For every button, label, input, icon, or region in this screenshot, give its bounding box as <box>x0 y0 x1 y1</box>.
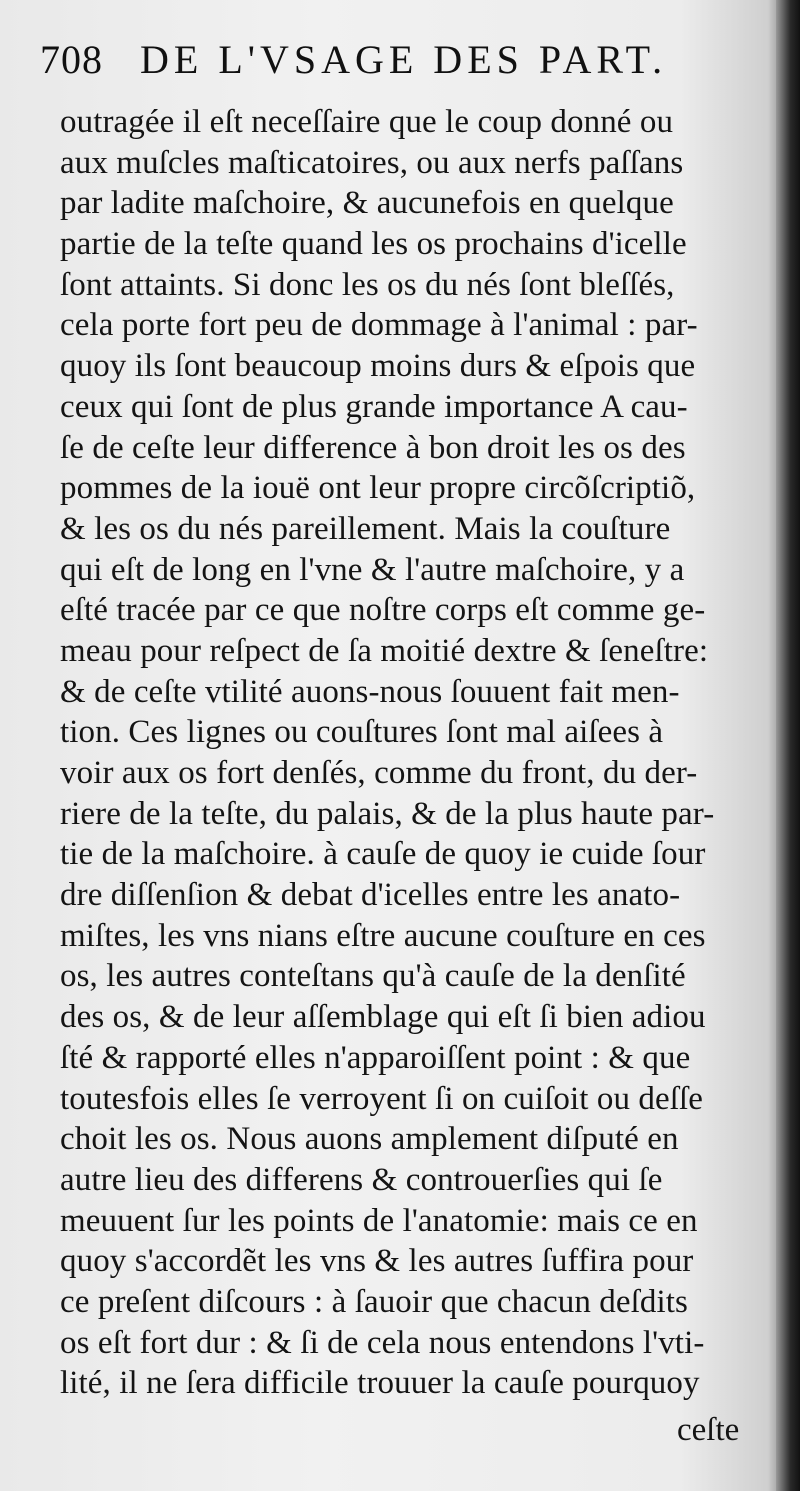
text-line: des os, & de leur aſſemblage qui eſt ſi bien adiou <box>60 999 706 1036</box>
text-line: partie de la teſte quand les os prochains d'icelle <box>60 226 687 263</box>
text-line: cela porte fort peu de dommage à l'animal : par- <box>60 307 698 344</box>
page-edge-shadow <box>776 0 800 1491</box>
text-line: ſté & rapporté elles n'apparoiſſent point : & que <box>60 1039 691 1076</box>
text-line: pommes de la iouë ont leur propre circõſcriptiõ, <box>60 470 696 507</box>
text-line: meuuent ſur les points de l'anatomie: mais ce en <box>60 1202 698 1239</box>
text-line: autre lieu des differens & controuerſies qui ſe <box>60 1161 663 1198</box>
text-line: quoy ils ſont beaucoup moins durs & eſpois que <box>60 348 696 385</box>
text-line: choit les os. Nous auons amplement diſputé en <box>60 1121 679 1158</box>
text-line: aux muſcles maſticatoires, ou aux nerfs paſſans <box>60 144 684 181</box>
body-text <box>60 102 740 1404</box>
text-line: ſe de ceſte leur difference à bon droit les os des <box>60 429 686 466</box>
text-line: os eſt fort dur : & ſi de cela nous entendons l'vti- <box>60 1324 705 1361</box>
text-line: ce preſent diſcours : à ſauoir que chacun deſdits <box>60 1283 689 1320</box>
text-line: toutesfois elles ſe verroyent ſi on cuiſoit ou deſſe <box>60 1080 704 1117</box>
text-line: & de ceſte vtilité auons-nous ſouuent fait men- <box>60 673 680 710</box>
text-line: lité, il ne ſera difficile trouuer la cauſe pourquoy <box>60 1365 700 1402</box>
text-line: & les os du nés pareillement. Mais la couſture <box>60 510 671 547</box>
text-line: riere de la teſte, du palais, & de la plus haute par- <box>60 795 715 832</box>
text-line: meau pour reſpect de ſa moitié dextre & ſeneſtre: <box>60 632 709 669</box>
text-line: os, les autres conteſtans qu'à cauſe de la denſité <box>60 958 686 995</box>
text-line: ceux qui ſont de plus grande importance A cau- <box>60 388 688 425</box>
text-line: outragée il eſt neceſſaire que le coup donné ou <box>60 104 674 140</box>
text-line: eſté tracée par ce que noſtre corps eſt comme ge- <box>60 592 706 629</box>
page-number: 708 <box>40 37 103 82</box>
page-header <box>40 32 760 92</box>
text-line: voir aux os fort denſés, comme du front, du der- <box>60 755 698 791</box>
text-line: par ladite maſchoire, & aucunefois en quelque <box>60 185 674 222</box>
text-line: tie de la maſchoire. à cauſe de quoy ie cuide ſour <box>60 836 706 873</box>
text-line: ſont attaints. Si donc les os du nés ſont bleſſés, <box>60 266 675 303</box>
catchword: ceſte <box>677 1412 740 1448</box>
text-line: dre diſſenſion & debat d'icelles entre les anato- <box>60 877 681 914</box>
text-line: tion. Ces lignes ou couſtures ſont mal aiſees à <box>60 714 664 751</box>
running-head: DE L'VSAGE DES PART. <box>140 37 668 82</box>
text-line: quoy s'accordẽt les vns & les autres ſuffira pour <box>60 1243 694 1280</box>
text-line: miſtes, les vns nians eſtre aucune couſture en ces <box>60 917 706 954</box>
text-line: qui eſt de long en l'vne & l'autre maſchoire, y a <box>60 551 685 588</box>
